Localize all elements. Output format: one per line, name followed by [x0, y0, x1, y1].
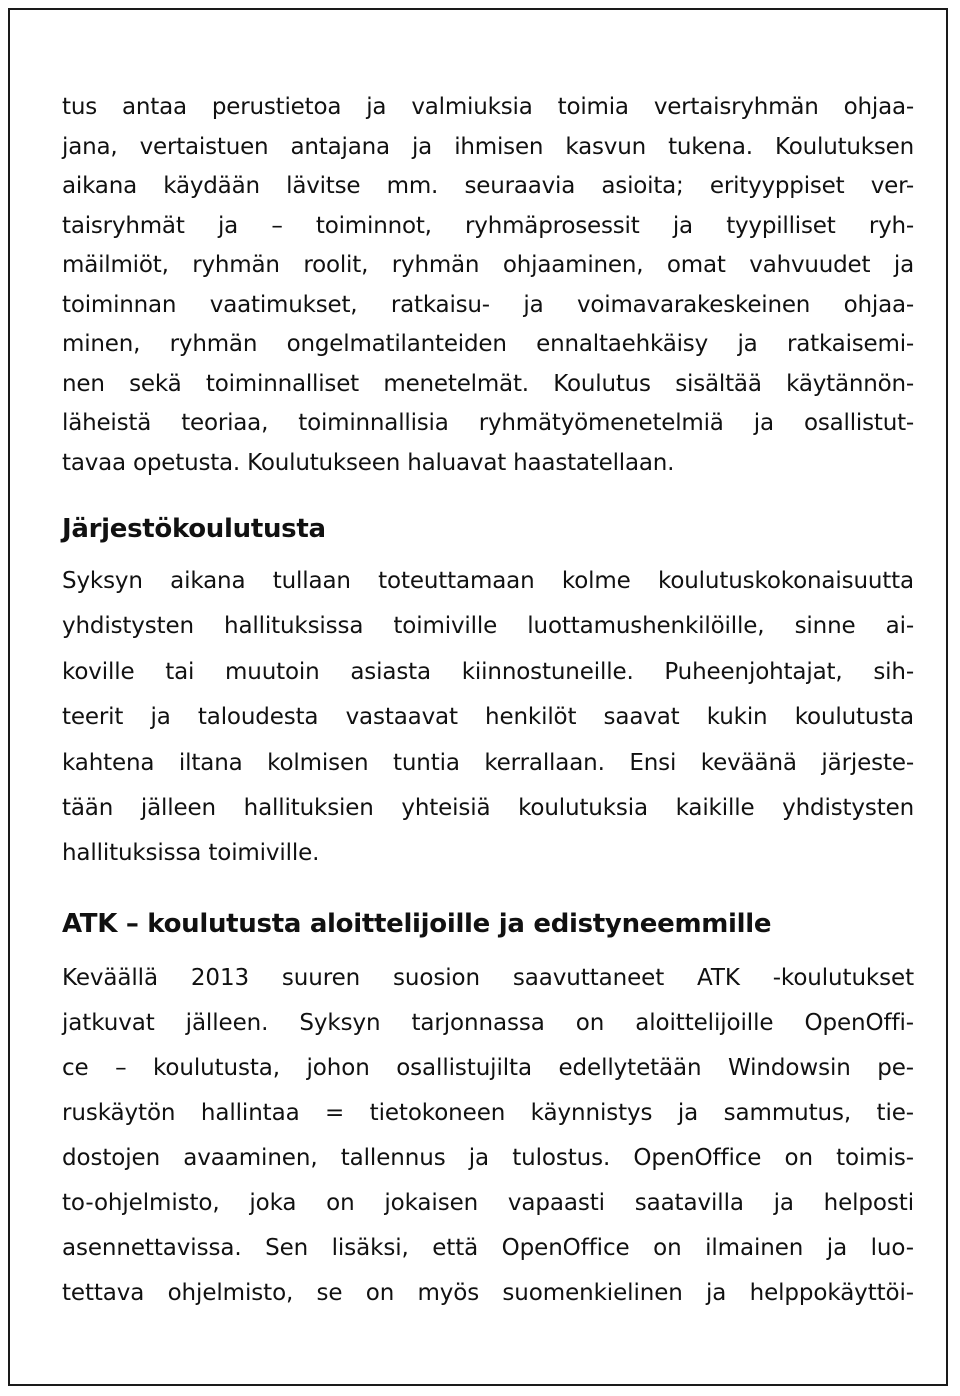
intro-line: aikana käydään lävitse mm. seuraavia asioita; erityyppiset ver- — [62, 173, 914, 199]
section2-line: to-ohjelmisto, joka on jokaisen vapaasti saatavilla ja helposti — [62, 1189, 914, 1216]
section1-line: kahtena iltana kolmisen tuntia kerrallaan. Ensi keväänä järjeste- — [62, 749, 914, 776]
section2-line: asennettavissa. Sen lisäksi, että OpenOffice on ilmainen ja luo- — [62, 1234, 914, 1261]
intro-line: mäilmiöt, ryhmän roolit, ryhmän ohjaaminen, omat vahvuudet ja — [62, 252, 914, 278]
section2-line: ce – koulutusta, johon osallistujilta edellytetään Windowsin pe- — [62, 1054, 914, 1081]
page-frame — [8, 8, 948, 1386]
intro-line: taisryhmät ja – toiminnot, ryhmäprosessit ja tyypilliset ryh- — [62, 212, 914, 239]
intro-line: tavaa opetusta. Koulutukseen haluavat haastatellaan. — [62, 449, 675, 476]
section-heading-jarjestokoulutusta: Järjestökoulutusta — [62, 514, 326, 544]
section2-line: dostojen avaaminen, tallennus ja tulostus. OpenOffice on toimis- — [62, 1144, 914, 1171]
section2-line: Keväällä 2013 suuren suosion saavuttaneet ATK -koulutukset — [62, 964, 914, 991]
intro-line: nen sekä toiminnalliset menetelmät. Koulutus sisältää käytännön- — [62, 370, 914, 397]
section1-paragraph — [62, 559, 914, 877]
section2-line: tettava ohjelmisto, se on myös suomenkielinen ja helppokäyttöi- — [62, 1279, 914, 1306]
section1-line: Syksyn aikana tullaan toteuttamaan kolme koulutuskokonaisuutta — [62, 568, 914, 594]
intro-paragraph — [62, 88, 914, 483]
section2-paragraph — [62, 956, 914, 1316]
intro-line: tus antaa perustietoa ja valmiuksia toimia vertaisryhmän ohjaa- — [62, 94, 914, 120]
section1-line: yhdistysten hallituksissa toimiville luottamushenkilöille, sinne ai- — [62, 613, 914, 640]
section1-line: hallituksissa toimiville. — [62, 840, 320, 867]
section2-line: jatkuvat jälleen. Syksyn tarjonnassa on aloittelijoille OpenOffi- — [62, 1009, 914, 1036]
intro-line: läheistä teoriaa, toiminnallisia ryhmätyömenetelmiä ja osallistut- — [62, 410, 914, 436]
section1-line: tään jälleen hallituksien yhteisiä koulutuksia kaikille yhdistysten — [62, 794, 914, 821]
section1-line: teerit ja taloudesta vastaavat henkilöt saavat kukin koulutusta — [62, 704, 914, 731]
section-heading-atk-koulutusta: ATK – koulutusta aloittelijoille ja edistyneemmille — [62, 908, 772, 939]
section2-line: ruskäytön hallintaa = tietokoneen käynnistys ja sammutus, tie- — [62, 1099, 914, 1126]
intro-line: jana, vertaistuen antajana ja ihmisen kasvun tukena. Koulutuksen — [62, 133, 914, 160]
intro-line: minen, ryhmän ongelmatilanteiden ennaltaehkäisy ja ratkaisemi- — [62, 331, 914, 357]
document-body — [62, 88, 914, 1316]
intro-line: toiminnan vaatimukset, ratkaisu- ja voimavarakeskeinen ohjaa- — [62, 291, 914, 318]
section1-line: koville tai muutoin asiasta kiinnostuneille. Puheenjohtajat, sih- — [62, 658, 914, 685]
